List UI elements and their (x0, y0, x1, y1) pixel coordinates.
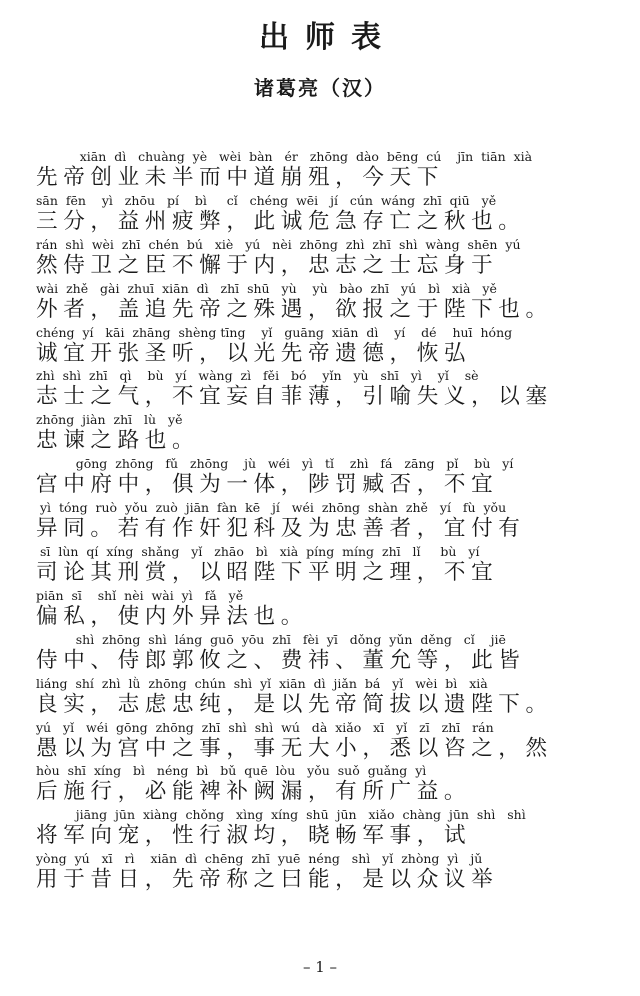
text-line (36, 192, 604, 236)
hanzi-line: 志士之气，不宜妄自菲薄，引喻失义，以塞 (36, 384, 553, 410)
hanzi-line: 将军向宠，性行淑均，晓畅军事，试 (36, 823, 472, 849)
pinyin-line: wài zhě gài zhuī xiān dì zhī shū yù yù bào zhī yú bì xià yě (36, 280, 497, 296)
page-title: 出师表 (259, 20, 397, 55)
text-line (36, 324, 604, 368)
text-line (36, 280, 604, 324)
hanzi-line: 先帝创业未半而中道崩殂，今天下 (36, 165, 444, 190)
hanzi-line: 三分，益州疲弊，此诚危急存亡之秋也。 (36, 208, 526, 234)
text-body (36, 148, 604, 894)
text-line (36, 719, 604, 763)
text-line (36, 850, 604, 894)
pinyin-line: zhì shì zhī qì bù yí wàng zì fěi bó yǐn yù shī yì yǐ sè (36, 368, 479, 384)
hanzi-line: 异同。若有作奸犯科及为忠善者，宜付有 (36, 516, 526, 542)
hanzi-line: 司论其刑赏，以昭陛下平明之理，不宜 (36, 560, 499, 586)
text-line (36, 411, 604, 455)
hanzi-line: 诚宜开张圣听，以光先帝遗德，恢弘 (36, 340, 472, 366)
hanzi-line: 侍中、侍郎郭攸之、费祎、董允等，此皆 (36, 647, 526, 673)
pinyin-line: yú yǐ wéi gōng zhōng zhī shì shì wú dà xiǎo xī yǐ zī zhī rán (36, 719, 494, 735)
pinyin-line: sī lùn qí xíng shǎng yǐ zhāo bì xià píng míng zhī lǐ bù yí (36, 544, 480, 560)
pinyin-line: yòng yú xī rì xiān dì chēng zhī yuē néng shì yǐ zhòng yì jǔ (36, 851, 483, 867)
text-line (36, 455, 604, 499)
text-line (36, 675, 604, 719)
text-line (36, 543, 604, 587)
hanzi-line: 偏私，使内外异法也。 (36, 603, 308, 629)
pinyin-line: piān sī shǐ nèi wài yì fǎ yě (36, 587, 244, 603)
page-number: – 1 – (302, 958, 338, 976)
text-line (36, 236, 604, 280)
pinyin-line: gōng zhōng fǔ zhōng jù wéi yì tǐ zhì fá zāng pǐ bù yí (36, 456, 514, 472)
hanzi-line: 外者，盖追先帝之殊遇，欲报之于陛下也。 (36, 296, 553, 322)
pinyin-line: hòu shī xíng bì néng bì bǔ quē lòu yǒu suǒ guǎng yì (36, 763, 427, 779)
hanzi-line: 忠谏之路也。 (36, 428, 200, 454)
pinyin-line: sān fēn yì zhōu pí bì cǐ chéng wēi jí cún wáng zhī qiū yě (36, 192, 497, 208)
hanzi-line: 用于昔日，先帝称之曰能，是以众议举 (36, 867, 499, 893)
text-line (36, 367, 604, 411)
pinyin-line: yì tóng ruò yǒu zuò jiān fàn kē jí wéi zhōng shàn zhě yí fù yǒu (36, 500, 507, 516)
text-line (36, 631, 604, 675)
pinyin-line: jiāng jūn xiàng chǒng xìng xíng shū jūn xiǎo chàng jūn shì shì (36, 807, 526, 823)
hanzi-line: 后施行，必能裨补阙漏，有所广益。 (36, 779, 472, 805)
text-line (36, 806, 604, 850)
hanzi-line: 愚以为宫中之事，事无大小，悉以咨之，然 (36, 735, 553, 761)
text-line (36, 499, 604, 543)
hanzi-line: 宫中府中，俱为一体，陟罚臧否，不宜 (36, 472, 499, 498)
pinyin-line: rán shì wèi zhī chén bú xiè yú nèi zhōng zhì zhī shì wàng shēn yú (36, 236, 521, 252)
pinyin-line: shì zhōng shì láng guō yōu zhī fèi yī dǒng yǔn děng cǐ jiē (36, 631, 506, 647)
hanzi-line: 良实，志虑忠纯，是以先帝简拔以遗陛下。 (36, 691, 553, 717)
pinyin-line: liáng shí zhì lǜ zhōng chún shì yǐ xiān dì jiǎn bá yǐ wèi bì xià (36, 675, 488, 691)
pinyin-line: chéng yí kāi zhāng shèng tīng yǐ guāng xiān dì yí dé huī hóng (36, 324, 513, 340)
text-line (36, 762, 604, 806)
pinyin-line: zhōng jiàn zhī lù yě (36, 412, 183, 428)
author-line: 诸葛亮（汉） (254, 76, 386, 100)
text-line (36, 587, 604, 631)
pinyin-line: xiān dì chuàng yè wèi bàn ér zhōng dào bēng cú jīn tiān xià (36, 149, 533, 164)
text-line (36, 148, 604, 192)
hanzi-line: 然侍卫之臣不懈于内，忠志之士忘身于 (36, 252, 499, 278)
